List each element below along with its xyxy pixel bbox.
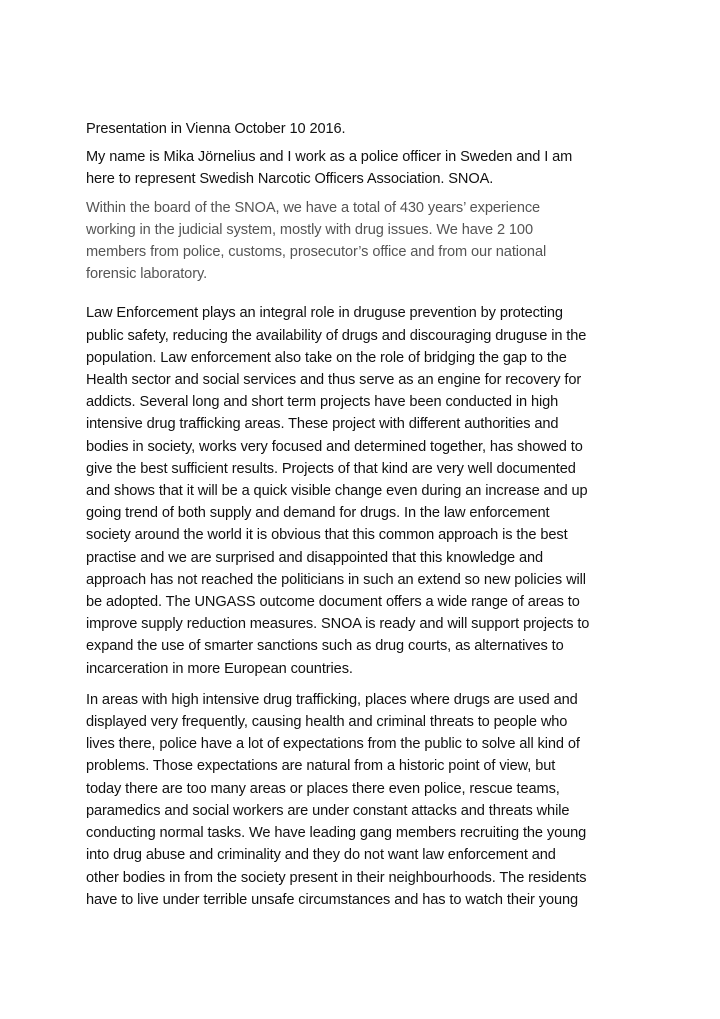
law-line: and shows that it will be a quick visible change even during an increase and up bbox=[86, 483, 588, 500]
areas-line: problems. Those expectations are natural from a historic point of view, but bbox=[86, 758, 556, 775]
areas-line: conducting normal tasks. We have leading gang members recruiting the young bbox=[86, 825, 587, 842]
law-line: approach has not reached the politicians in such an extend so new policies will bbox=[86, 571, 586, 588]
law-line: Health sector and social services and thus serve as an engine for recovery for bbox=[86, 372, 582, 389]
document-title bbox=[86, 118, 646, 140]
law-line: population. Law enforcement also take on the role of bridging the gap to the bbox=[86, 349, 567, 366]
areas-line: In areas with high intensive drug trafficking, places where drugs are used and bbox=[86, 691, 578, 708]
intro-paragraph bbox=[86, 146, 646, 190]
board-line: working in the judicial system, mostly with drug issues. We have 2 100 bbox=[86, 221, 533, 238]
law-line: intensive drug trafficking areas. These project with different authorities and bbox=[86, 416, 559, 433]
board-line: members from police, customs, prosecutor’s office and from our national bbox=[86, 244, 547, 261]
law-line: addicts. Several long and short term projects have been conducted in high bbox=[86, 394, 559, 411]
law-line: expand the use of smarter sanctions such as drug courts, as alternatives to bbox=[86, 638, 564, 655]
intro-line: here to represent Swedish Narcotic Officers Association. SNOA. bbox=[86, 171, 494, 188]
law-line: society around the world it is obvious that this common approach is the best bbox=[86, 527, 568, 544]
law-line: Law Enforcement plays an integral role in druguse prevention by protecting bbox=[86, 305, 563, 322]
board-paragraph bbox=[86, 197, 646, 286]
law-line: bodies in society, works very focused and determined together, has showed to bbox=[86, 438, 583, 455]
law-line: improve supply reduction measures. SNOA is ready and will support projects to bbox=[86, 616, 590, 633]
law-enforcement-paragraph bbox=[86, 302, 646, 679]
intro-line: My name is Mika Jörnelius and I work as a police officer in Sweden and I am bbox=[86, 149, 573, 166]
law-line: give the best sufficient results. Projects of that kind are very well documented bbox=[86, 460, 576, 477]
law-line: practise and we are surprised and disappointed that this knowledge and bbox=[86, 549, 544, 566]
law-line: going trend of both supply and demand for drugs. In the law enforcement bbox=[86, 505, 550, 522]
areas-line: paramedics and social workers are under constant attacks and threats while bbox=[86, 802, 570, 819]
areas-line: have to live under terrible unsafe circumstances and has to watch their young bbox=[86, 891, 579, 908]
document-page bbox=[86, 118, 646, 911]
board-line: forensic laboratory. bbox=[86, 266, 208, 283]
areas-paragraph bbox=[86, 689, 646, 911]
areas-line: displayed very frequently, causing health and criminal threats to people who bbox=[86, 714, 568, 731]
board-line: Within the board of the SNOA, we have a total of 430 years’ experience bbox=[86, 199, 541, 216]
areas-line: today there are too many areas or places there even police, rescue teams, bbox=[86, 780, 560, 797]
areas-line: lives there, police have a lot of expectations from the public to solve all kind of bbox=[86, 736, 580, 753]
areas-line: other bodies in from the society present in their neighbourhoods. The residents bbox=[86, 869, 587, 886]
title-line: Presentation in Vienna October 10 2016. bbox=[86, 121, 346, 137]
law-line: be adopted. The UNGASS outcome document offers a wide range of areas to bbox=[86, 594, 580, 611]
areas-line: into drug abuse and criminality and they do not want law enforcement and bbox=[86, 847, 556, 864]
law-line: incarceration in more European countries. bbox=[86, 660, 353, 677]
law-line: public safety, reducing the availability of drugs and discouraging druguse in the bbox=[86, 327, 587, 344]
